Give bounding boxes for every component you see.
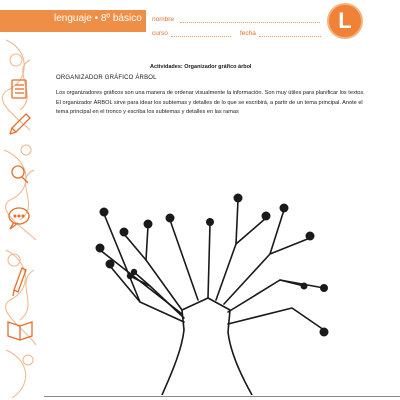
badge-letter: L (338, 8, 352, 33)
branch-end-dot (166, 214, 175, 223)
subject-title: lenguaje • 8º básico (54, 13, 142, 24)
branch-right-4 (270, 210, 284, 254)
branch-end-dot (131, 269, 137, 275)
decorative-sidebar (0, 0, 48, 400)
branch-end-dot (280, 204, 289, 213)
subject-badge (327, 3, 363, 39)
section-heading: ORGANIZADOR GRÁFICO ÁRBOL (56, 75, 157, 81)
branch-right-7 (228, 308, 324, 330)
name-line (152, 16, 174, 23)
branch-center-1 (170, 220, 198, 300)
branch-end-dot (96, 244, 105, 253)
branch-end-dot (301, 283, 308, 290)
date-label: fecha (240, 30, 256, 37)
intro-paragraph: Los organizadores gráficos son una manera de ordenar visualmente la información. Son muy útiles para planificar los textos. El organizador ÁRBOL sirve para idear los subtemas y detalles de lo que se escribirá, a partir de un tema principal. Anote el tema principal en el tronco y escriba los subtemas y detalles en las ramas (56, 90, 365, 115)
branch-right-1 (216, 200, 238, 300)
branch-end-dot (206, 218, 214, 226)
date-line (240, 30, 256, 37)
branch-end-dot (262, 212, 271, 221)
course-field[interactable] (171, 36, 231, 37)
date-field[interactable] (259, 36, 321, 37)
branch-right-5 (228, 280, 304, 312)
pen-icon (13, 268, 26, 296)
branch-end-dot (306, 232, 315, 241)
course-label: curso (152, 30, 168, 37)
branch-end-dot (106, 260, 115, 269)
branch-end-dot (320, 284, 328, 292)
branch-end-dot (144, 220, 153, 229)
tree-trunk (162, 298, 252, 395)
branch-end-dot (100, 208, 109, 217)
branch-center-2 (208, 224, 210, 298)
name-field[interactable] (180, 22, 320, 23)
pencil-icon (10, 114, 30, 134)
name-label: nombre (152, 16, 175, 23)
activity-title: Actividades: Organizador gráfico árbol (150, 64, 252, 70)
branch-end-dot (320, 328, 329, 337)
branch-left-1 (110, 266, 184, 322)
bottom-rule (44, 396, 400, 397)
book-icon (8, 322, 32, 340)
notebook-icon (12, 80, 26, 98)
swirl-pattern (0, 0, 48, 400)
branch-left-4 (124, 234, 146, 260)
tree-organizer[interactable] (70, 190, 340, 395)
branch-end-dot (234, 194, 243, 203)
branch-right-3 (224, 238, 310, 304)
course-line (152, 30, 168, 37)
branch-right-2 (236, 218, 266, 244)
branch-end-dot (120, 228, 129, 237)
